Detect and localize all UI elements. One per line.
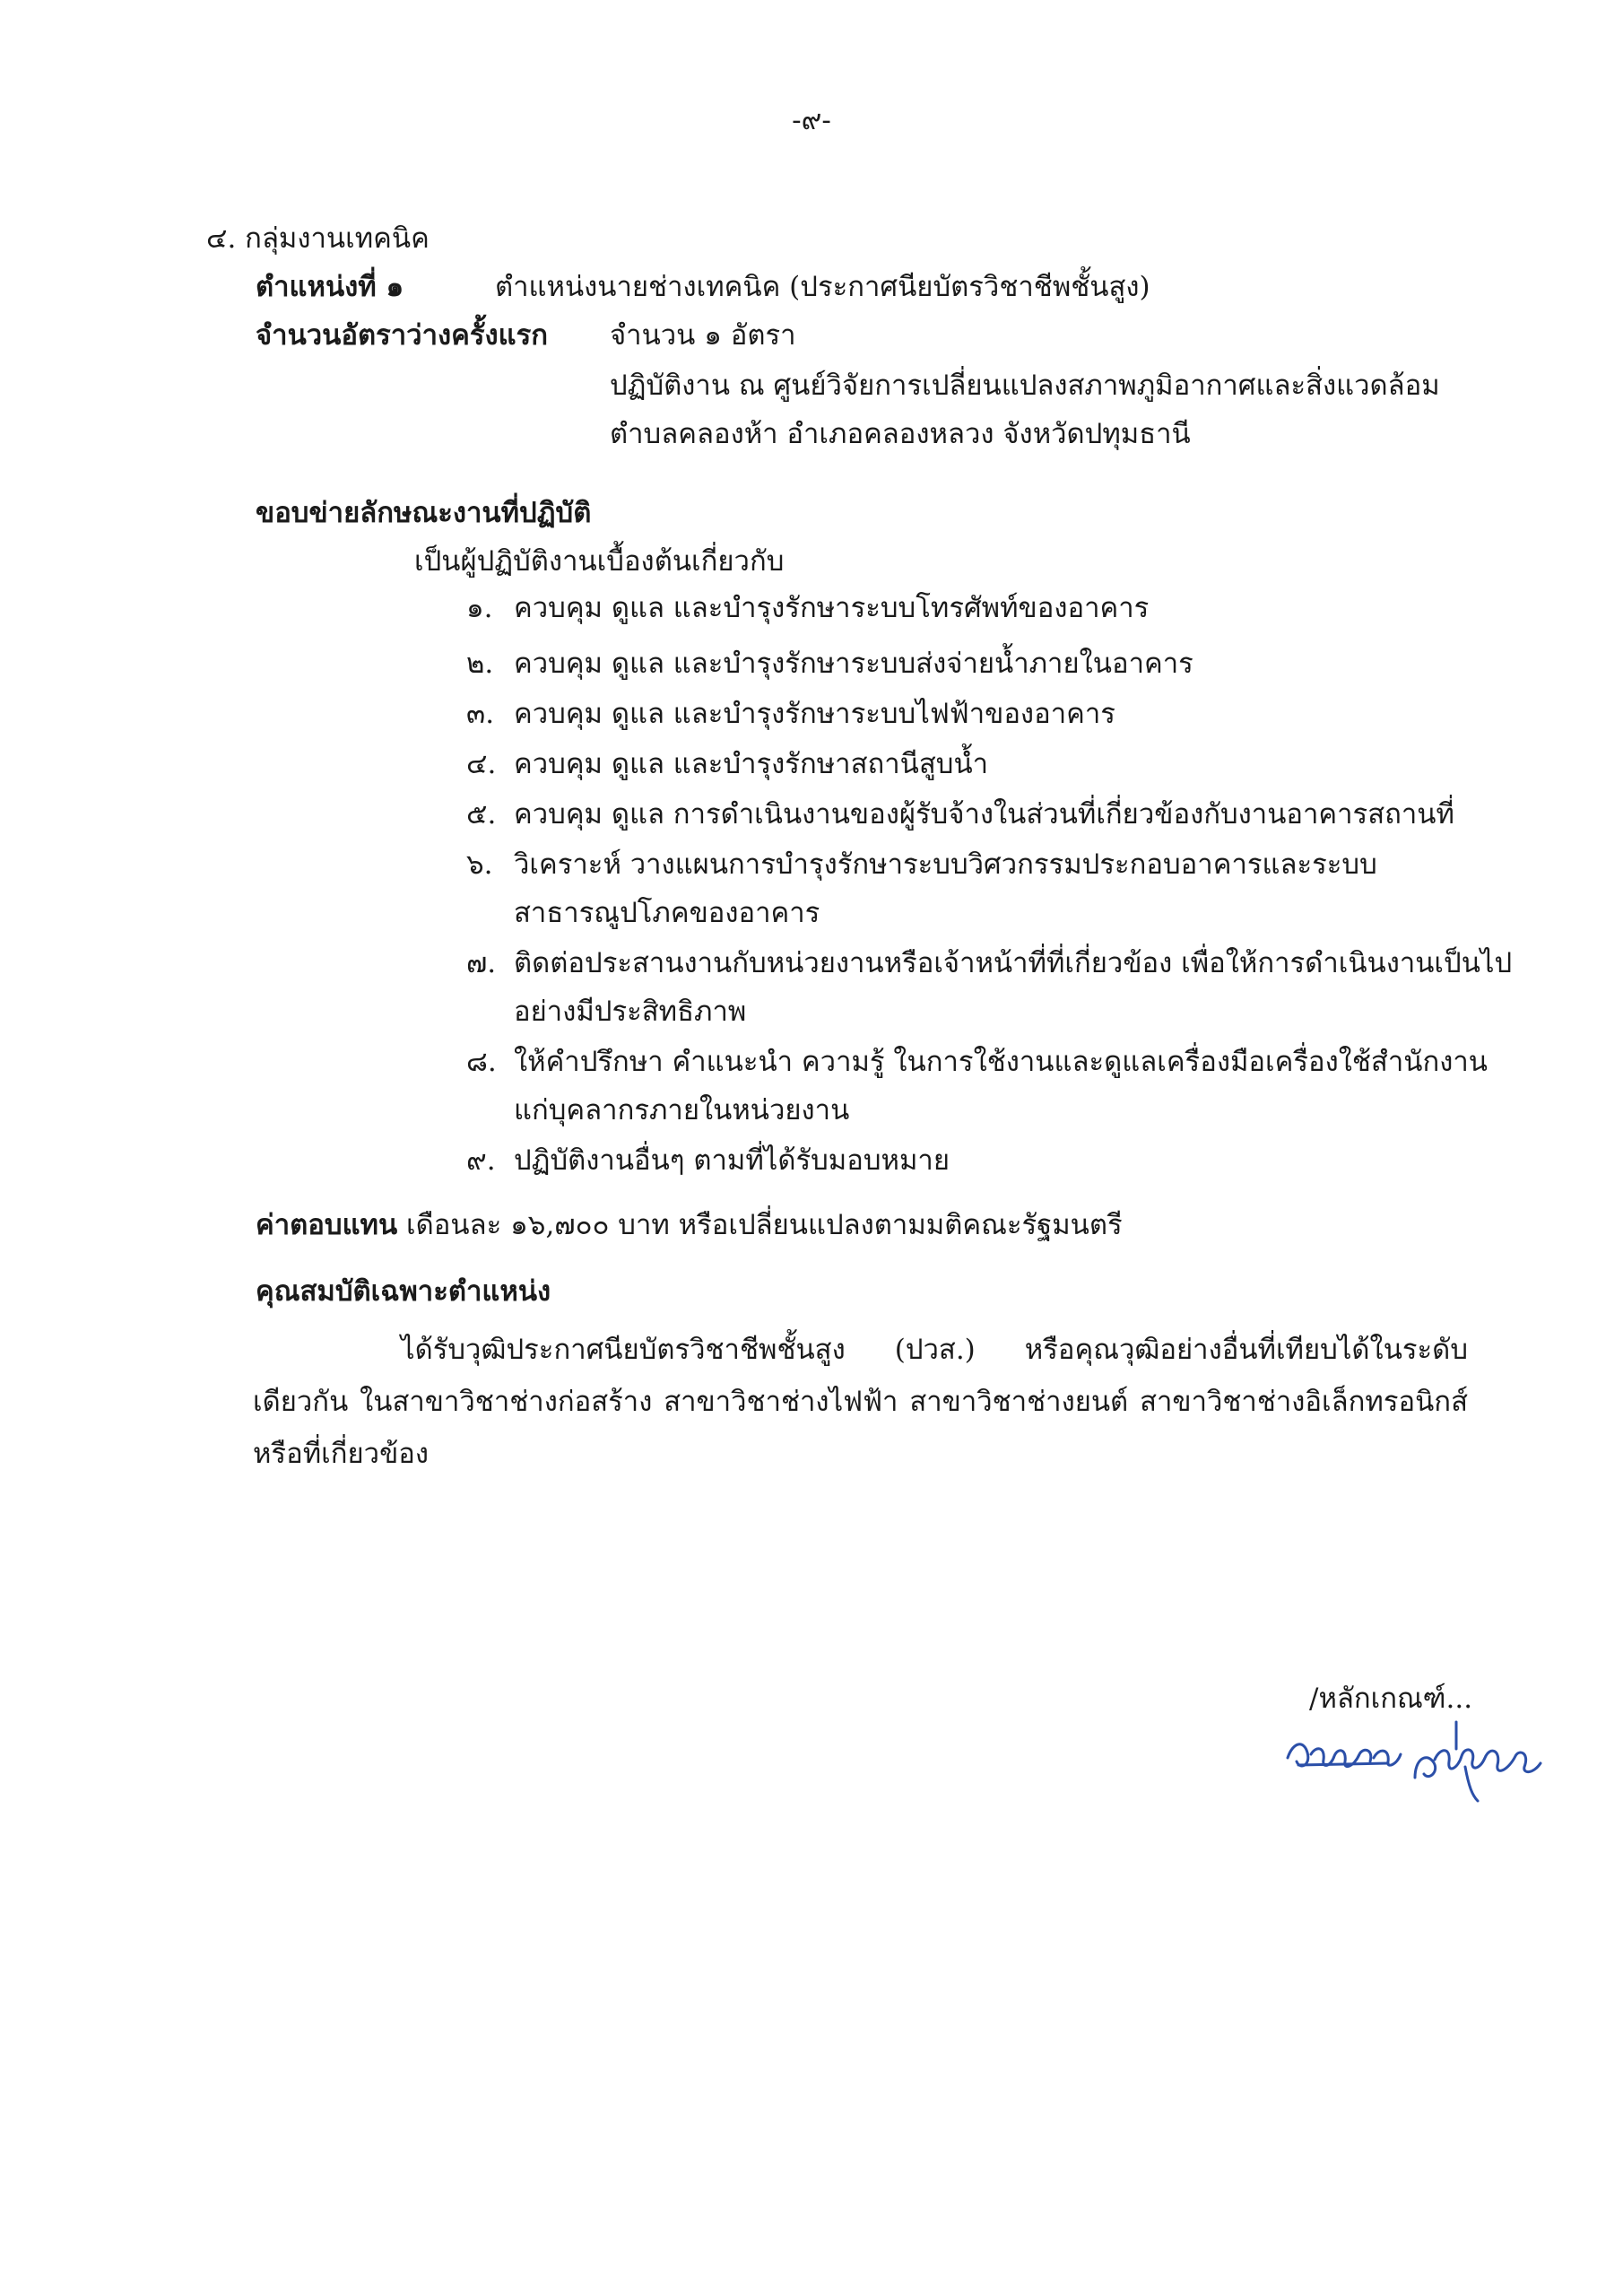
list-item-text: ควบคุม ดูแล และบำรุงรักษาระบบส่งจ่ายน้ำภายในอาคาร [514,648,1193,680]
list-item-text: ควบคุม ดูแล และบำรุงรักษาสถานีสูบน้ำ [514,748,989,780]
continuation-marker: /หลักเกณฑ์... [1309,1683,1473,1715]
list-item-number: ๕. [466,798,497,831]
list-item-number: ๘. [466,1046,497,1078]
list-item-number: ๗. [466,947,497,979]
list-item-text: ควบคุม ดูแล การดำเนินงานของผู้รับจ้างในส่วนที่เกี่ยวข้องกับงานอาคารสถานที่ [514,798,1454,831]
list-item-text: ติดต่อประสานงานกับหน่วยงานหรือเจ้าหน้าที่ที่เกี่ยวข้อง เพื่อให้การดำเนินงานเป็นไป [514,947,1513,979]
section-heading: ๔. กลุ่มงานเทคนิค [206,222,430,255]
list-item-number: ๖. [466,848,493,881]
compensation-line [256,1205,1123,1245]
qualifications-text: ได้รับวุฒิประกาศนียบัตรวิชาชีพชั้นสูง (ปวส.) หรือคุณวุฒิอย่างอื่นที่เทียบได้ในระดับเดียวกัน ในสาขาวิชาช่างก่อสร้าง สาขาวิชาช่างไฟฟ้า สาขาวิชาช่างยนต์ สาขาวิชาช่างอิเล็กทรอนิกส์ หรือที่เกี่ยวข้อง [253,1334,1468,1470]
list-item-text: ให้คำปรึกษา คำแนะนำ ความรู้ ในการใช้งานและดูแลเครื่องมือเครื่องใช้สำนักงาน [514,1046,1488,1078]
list-item-number: ๑. [466,592,493,624]
compensation-text: เดือนละ ๑๖,๗๐๐ บาท หรือเปลี่ยนแปลงตามมติคณะรัฐมนตรี [406,1209,1123,1241]
compensation-label: ค่าตอบแทน [256,1209,398,1241]
list-item-text: วิเคราะห์ วางแผนการบำรุงรักษาระบบวิศวกรรมประกอบอาคารและระบบ [514,848,1377,881]
vacancy-count: จำนวน ๑ อัตรา [610,319,796,352]
workplace-line-1: ปฏิบัติงาน ณ ศูนย์วิจัยการเปลี่ยนแปลงสภาพภูมิอากาศและสิ่งแวดล้อม [610,370,1440,402]
list-item-continuation: อย่างมีประสิทธิภาพ [514,996,747,1028]
scope-intro: เป็นผู้ปฏิบัติงานเบื้องต้นเกี่ยวกับ [414,545,785,578]
page-number: -๙- [792,104,831,136]
list-item-number: ๔. [466,748,497,780]
list-item-number: ๙. [466,1144,496,1177]
list-item-continuation: แก่บุคลากรภายในหน่วยงาน [514,1094,850,1126]
vacancy-label: จำนวนอัตราว่างครั้งแรก [256,319,549,352]
list-item-text: ควบคุม ดูแล และบำรุงรักษาระบบโทรศัพท์ของอาคาร [514,592,1150,624]
position-title: ตำแหน่งนายช่างเทคนิค (ประกาศนียบัตรวิชาชีพชั้นสูง) [495,271,1150,303]
position-label: ตำแหน่งที่ ๑ [256,271,404,303]
workplace-line-2: ตำบลคลองห้า อำเภอคลองหลวง จังหวัดปทุมธานี [610,418,1191,450]
list-item-text: ปฏิบัติงานอื่นๆ ตามที่ได้รับมอบหมาย [514,1144,950,1177]
scope-heading: ขอบข่ายลักษณะงานที่ปฏิบัติ [256,497,592,529]
list-item-text: ควบคุม ดูแล และบำรุงรักษาระบบไฟฟ้าของอาคาร [514,698,1115,730]
list-item-continuation: สาธารณูปโภคของอาคาร [514,897,820,929]
list-item-number: ๓. [466,698,495,730]
list-item-number: ๒. [466,648,494,680]
handwritten-signature-icon [1280,1715,1567,1805]
qualifications-heading: คุณสมบัติเฉพาะตำแหน่ง [256,1275,551,1308]
